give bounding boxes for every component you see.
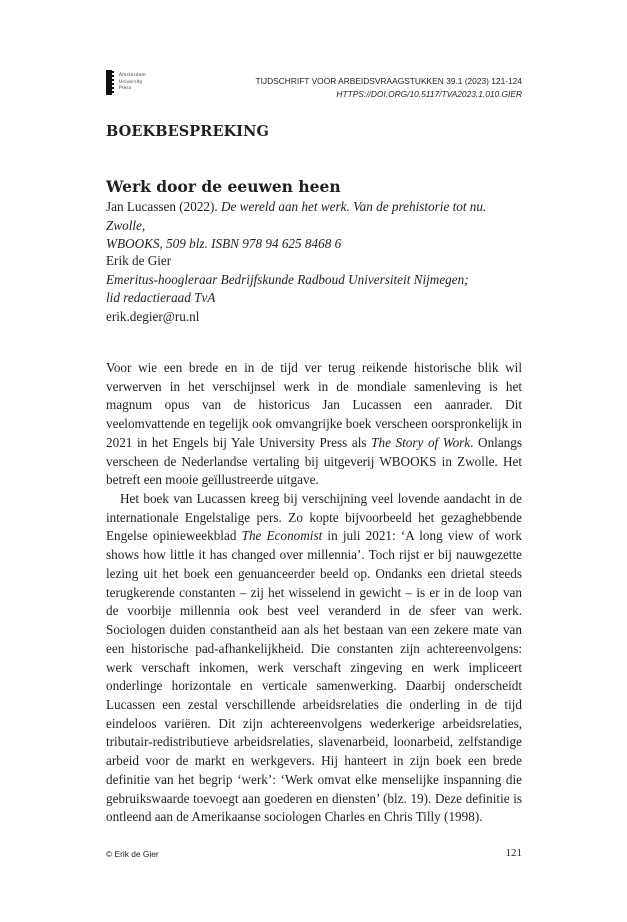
publisher-name [119,73,146,93]
article-title: Werk door de eeuwen heen [106,177,341,196]
publisher-logo [106,70,166,100]
paragraph-text: in juli 2021: ‘A long view of work shows how little it has changed over millennia’. Toch rijst er bij nauwgezette lezing uit het boek een genuanceerder beeld op. Ondanks een drietal steeds terugkerende constanten – zij het wisselend in gewicht – is er in de loop van de voorbije millennia ook best veel veranderd in de sfeer van werk. Sociologen duiden constantheid aan als het bestaan van een zekere mate van een historische pad-afhankelijkheid. Die constanten zijn achtereenvolgens: werk verschaft inkomen, werk verschaft zingeving en werk impliceert onderlinge horizontale en verticale samenwerking. Daarbij onderscheidt Lucassen een zestal verschillende arbeidsrelaties die onderling in de tijd eindeloos variëren. Dit zijn achtereenvolgens wederkerige arbeidsrelaties, tributair-redistributieve arbeidsrelaties, slavenarbeid, loonarbeid, zelfstandige arbeid voor de markt en werkgevers. Hij hanteert in zijn boek een brede definitie van het begrip ‘werk’: ‘Werk omvat elke menselijke inspanning die gebruikswaarde toevoegt aan goederen en diensten’ (blz. 19). Deze definitie is ontleend aan de Amerikaanse sociologen Charles en Chris Tilly (1998). [106,528,522,825]
section-label: BOEKBESPREKING [106,123,270,140]
reviewer-email[interactable]: erik.degier@ru.nl [106,308,200,324]
reviewer-affiliation: Emeritus-hoogleraar Bedrijfskunde Radboud Universiteit Nijmegen; [106,271,469,287]
doi-link[interactable]: HTTPS://DOI.ORG/10.5117/TVA2023.1.010.GIER [336,89,522,99]
journal-header [255,75,522,101]
publisher-name-line-2: University [119,79,143,85]
journal-citation: TIJDSCHRIFT VOOR ARBEIDSVRAAGSTUKKEN 39.1 (2023) 121-124 [255,76,522,86]
amsterdam-university-press-logo-icon [106,70,112,95]
citation-book-details: WBOOKS, 509 blz. ISBN 978 94 625 8468 6 [106,236,342,252]
reviewer-name: Erik de Gier [106,253,172,268]
citation-author-year: Jan Lucassen (2022). [106,199,221,214]
paragraph-text: . Onlangs verscheen de Nederlandse vertaling bij uitgeverij WBOOKS in Zwolle. Het betreft een mooie geïllustreerde uitgave. [106,434,522,488]
italic-book-title: The Story of Work [371,434,471,450]
reviewer-role: lid redactieraad TvA [106,290,216,306]
italic-publication-title: The Economist [241,528,323,544]
reviewer-block [106,252,526,326]
paragraph [106,490,522,827]
book-citation [106,198,526,254]
article-body [106,359,522,827]
paragraph-text: Het boek van Lucassen kreeg bij verschijning veel lovende aandacht in de internationale Engelstalige pers. Zo kopte bijvoorbeeld het gezaghebbende Engelse opinieweekblad [106,491,522,544]
copyright-notice: © Erik de Gier [106,849,159,859]
paragraph [106,359,522,490]
paragraph-text: Voor wie een brede en in de tijd ver terug reikende historische blik wil verwerven in het verschijnsel werk in de mondiale samenleving is het magnum opus van de historicus Jan Lucassen een aanrader. Dit veelomvattende en tegelijk ook omvangrijke boek verscheen oorspronkelijk in 2021 in het Engels bij Yale University Press als [106,360,522,450]
page-number: 121 [505,847,522,859]
publisher-name-line-3: Press [119,86,132,92]
citation-book-title: De wereld aan het werk. Van de prehistorie tot nu. Zwolle, [106,199,487,233]
publisher-name-line-1: Amsterdam [119,73,146,78]
